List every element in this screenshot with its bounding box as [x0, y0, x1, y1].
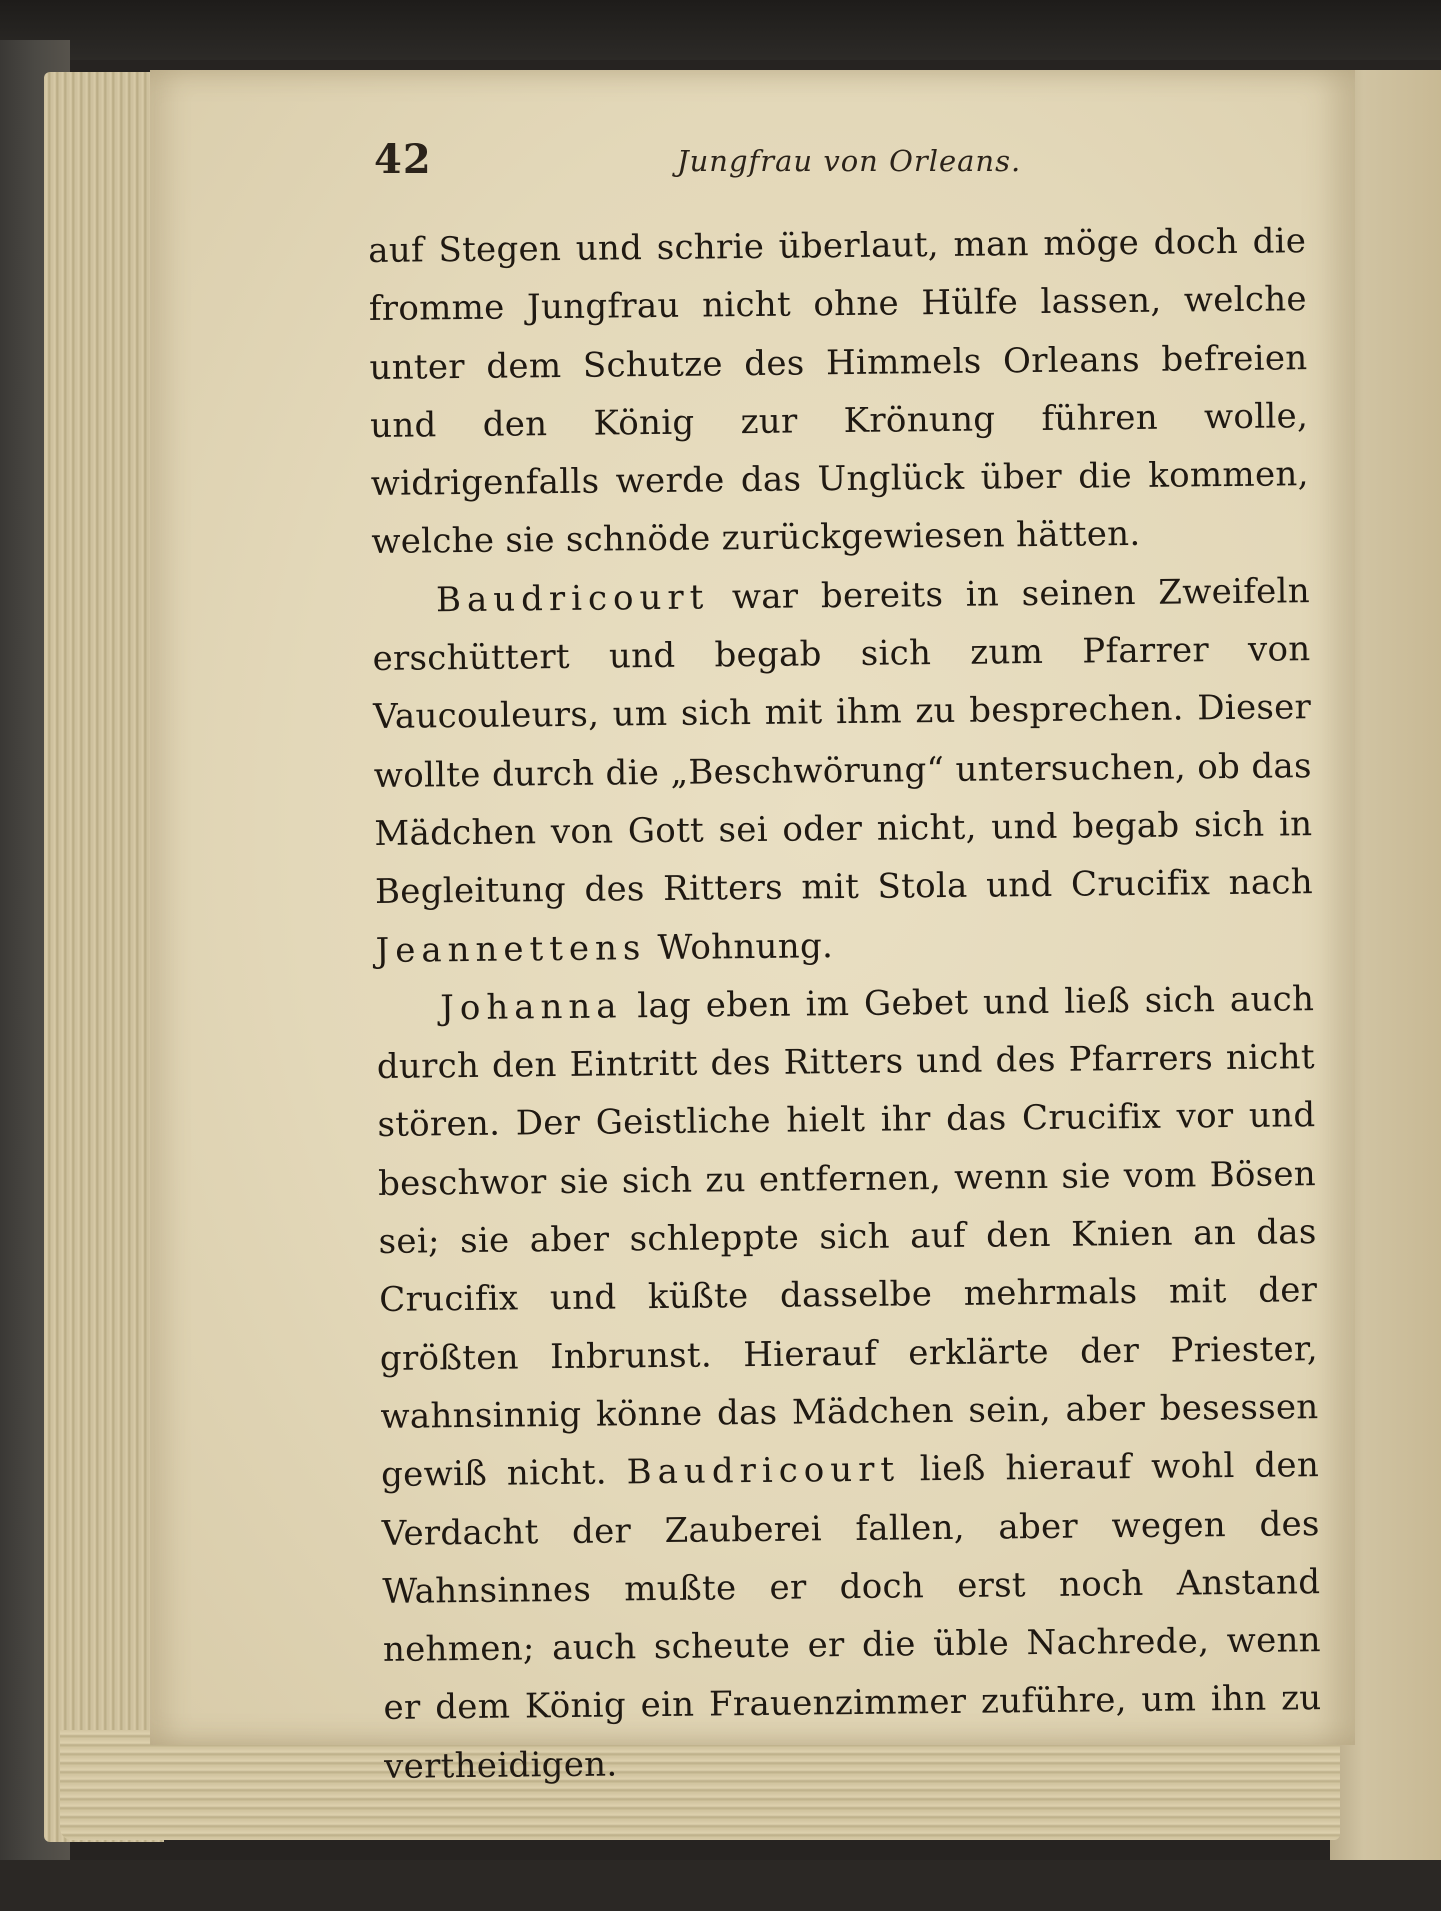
paragraph-3 — [376, 970, 1322, 1796]
body-text — [368, 212, 1322, 1796]
book-cover-bottom-edge — [0, 1860, 1441, 1911]
page-number: 42 — [374, 136, 432, 183]
page-stack-left-edge — [44, 72, 164, 1842]
spaced-name-baudricourt-2: Baudricourt — [626, 1449, 901, 1493]
paragraph-3-text-a: lag eben im Gebet und ließ sich auch durch den Eintritt des Ritters und des Pfarrers nicht stören. Der Geistliche hielt ihr das Crucifix vor und beschwor sie sich zu entfernen, wenn sie vom Bösen sei; sie aber schleppte sich auf den Knien an das Crucifix und küßte dasselbe mehrmals mit der größten Inbrunst. Hierauf erklärte der Priester, wahnsinnig könne das Mädchen sein, aber besessen gewiß nicht. — [376, 978, 1319, 1496]
spaced-name-baudricourt: Baudricourt — [435, 577, 710, 621]
paragraph-2-text-a: war bereits in seinen Zweifeln erschüttert und begab sich zum Pfarrer von Vaucouleurs, um sich mit ihm zu besprechen. Dieser wollte durch die „Beschwörung“ untersuchen, ob das Mädchen von Gott sei oder nicht, und begab sich in Begleitung des Ritters mit Stola und Crucifix nach — [372, 570, 1314, 913]
book-cover-top-edge — [0, 0, 1441, 60]
paragraph-1-text: auf Stegen und schrie überlaut, man möge doch die fromme Jungfrau nicht ohne Hülfe lassen, welche unter dem Schutze des Himmels Orleans befreien und den König zur Krönung führen wolle, widrigenfalls werde das Unglück über die kommen, welche sie schnöde zurückgewiesen hätten. — [368, 221, 1309, 563]
running-head — [222, 128, 1222, 188]
spaced-name-jeannettens: Jeannettens — [375, 927, 647, 971]
paragraph-2-text-b: Wohnung. — [646, 925, 834, 968]
running-title: Jungfrau von Orleans. — [677, 144, 1022, 178]
paragraph-3-text-b: ließ hierauf wohl den Verdacht der Zauberei fallen, aber wegen des Wahnsinnes mußte er doch erst noch Anstand nehmen; auch scheute er die üble Nachrede, wenn er dem König ein Frauenzimmer zuführe, um ihn zu vertheidigen. — [381, 1445, 1322, 1787]
paragraph-2 — [372, 562, 1314, 980]
paragraph-1 — [368, 212, 1310, 572]
spaced-name-johanna: Johanna — [440, 986, 623, 1029]
